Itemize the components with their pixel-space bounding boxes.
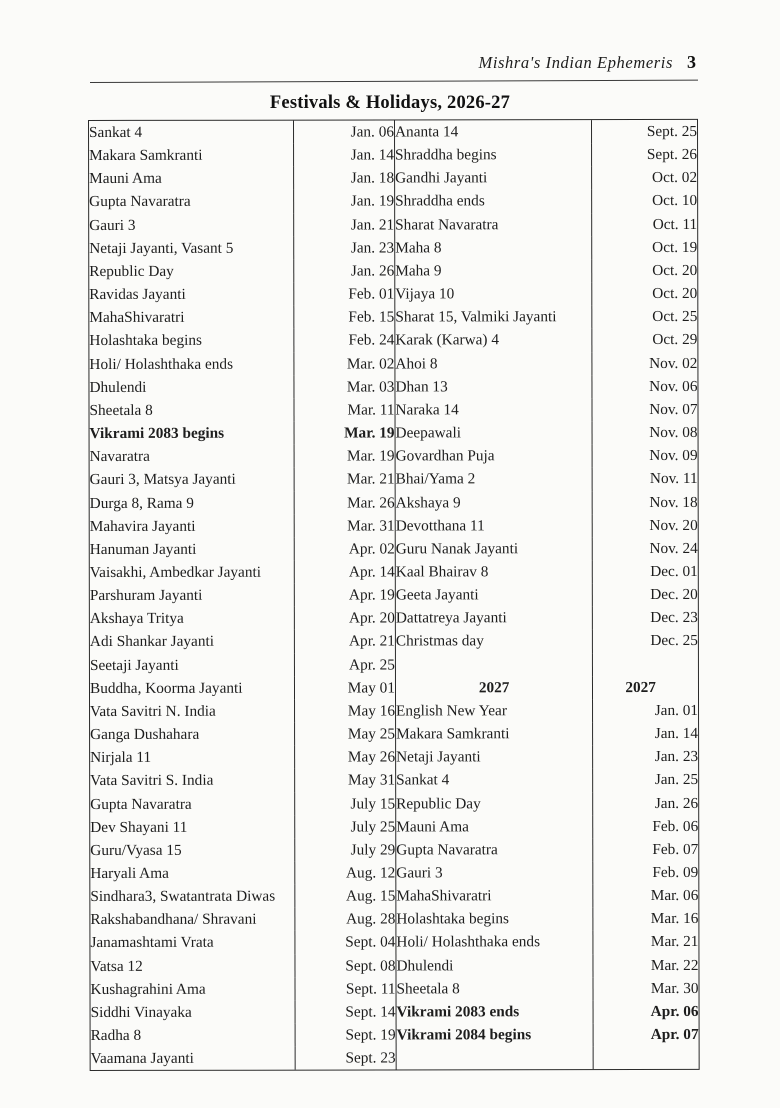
festival-name: Holi/ Holashthaka ends [89,352,293,376]
section-header-label: 2027 [395,676,592,700]
festival-name: Geeta Jayanti [395,583,592,607]
festival-date: Jan. 14 [654,724,699,743]
festival-date: May 31 [294,769,395,792]
festival-name: English New Year [395,699,592,723]
festival-date: May 25 [294,723,395,746]
festival-date: Mar. 03 [294,375,395,398]
table-row [90,676,698,700]
festival-date: Sept. 26 [646,146,698,164]
festival-name: Hanuman Jayanti [90,537,294,561]
table-row [89,213,697,237]
festival-date: July 29 [295,838,396,861]
table-row [89,120,697,144]
festival-date: Oct. 19 [652,238,698,256]
festival-date: Dec. 20 [650,586,698,604]
page-title: Festivals & Holidays, 2026-27 [269,93,511,113]
table-row [90,907,698,931]
festival-date: Apr. 25 [294,653,395,676]
festival-date: Mar. 19 [294,421,395,444]
table-row [89,259,697,283]
table-row [90,653,698,677]
festival-name: Karak (Karwa) 4 [395,329,592,353]
table-row [89,398,697,422]
festival-name: Bhai/Yama 2 [395,467,592,491]
festival-date: Jan. 23 [294,236,395,259]
festival-date: Mar. 30 [650,979,699,997]
festival-name: Maha 8 [395,236,592,260]
empty-cell [396,1046,593,1070]
festival-name: Radha 8 [91,1024,295,1048]
festival-name: Sankat 4 [396,768,593,792]
festival-date: Aug. 12 [295,861,396,884]
festival-date: Feb. 01 [294,283,395,306]
festival-name: Holashtaka begins [89,329,293,353]
festival-name: Sharat Navaratra [395,213,592,237]
festival-date: Mar. 06 [650,887,699,905]
festival-name: Durga 8, Rama 9 [90,491,294,515]
festival-name: Maha 9 [395,259,592,283]
table-row [90,977,698,1001]
table-row [90,537,698,561]
festival-name: Vikrami 2084 begins [396,1023,593,1047]
section-header-year: 2027 [625,678,656,696]
festival-name: Haryali Ama [90,862,294,886]
page-number: 3 [687,52,696,72]
festival-date: Feb. 06 [652,817,699,835]
festival-date: Jan. 06 [293,120,394,143]
festival-date: Sept. 25 [646,122,698,141]
table-row [90,884,698,908]
table-row [89,189,697,213]
festival-date: Jan. 18 [293,167,394,190]
empty-cell [395,653,592,677]
festival-date: Oct. 29 [652,331,698,349]
festival-date: Apr. 14 [294,560,395,583]
festival-date: Apr. 07 [650,1026,699,1044]
festival-date: Sept. 08 [295,954,396,977]
festival-name: Kushagrahini Ama [90,977,294,1001]
festival-name: Ahoi 8 [395,352,592,376]
festival-date: Sept. 14 [295,1000,396,1023]
festival-name: Akshaya Tritya [90,607,294,631]
festival-date: Mar. 22 [650,956,699,974]
festival-name: Devotthana 11 [395,514,592,538]
festival-name: Vaamana Jayanti [91,1047,295,1071]
festival-name: Makara Samkranti [89,144,293,168]
festival-date: Nov. 07 [649,400,698,418]
festival-date: Dec. 01 [650,562,698,580]
festival-name: Vatsa 12 [90,954,294,978]
festival-date: Apr. 21 [294,630,395,653]
table-row [90,560,698,584]
festival-date: Feb. 07 [652,840,699,858]
festival-name: Dhulendi [89,375,293,399]
festival-date: Mar. 31 [294,514,395,537]
festival-name: Akshaya 9 [395,491,592,515]
festival-date: Nov. 06 [649,377,698,395]
table-row [90,768,698,792]
festival-name: Gupta Navaratra [90,792,294,816]
festival-name: Holashtaka begins [396,907,593,931]
festival-date: Nov. 18 [649,493,698,511]
festival-date: Jan. 14 [293,144,394,167]
festival-date: July 15 [295,792,396,815]
table-row [89,166,697,190]
festival-date: Feb. 24 [294,329,395,352]
festival-name: Nirjala 11 [90,746,294,770]
festival-date: May 01 [294,676,395,699]
festival-name: Vijaya 10 [395,282,592,306]
festival-name: Mauni Ama [89,167,293,191]
festival-date: Oct. 10 [652,192,698,210]
table-row [89,328,697,352]
festival-name: Makara Samkranti [396,722,593,746]
festival-date: July 25 [295,815,396,838]
festival-name: Govardhan Puja [395,444,592,468]
table-row [90,791,698,815]
table-row [89,305,697,329]
festival-name: Dhulendi [396,954,593,978]
festival-name: Shraddha ends [395,190,592,214]
festival-date: Nov. 20 [649,516,698,534]
festival-name: Gauri 3 [89,213,293,237]
festival-name: Kaal Bhairav 8 [395,560,592,584]
festival-name: Vikrami 2083 begins [90,422,294,446]
festival-date: Nov. 11 [649,470,698,488]
festival-name: Gauri 3, Matsya Jayanti [90,468,294,492]
festival-name: Sheetala 8 [396,977,593,1001]
festival-name: Gauri 3 [396,861,593,885]
running-head [90,52,698,82]
festival-date: May 26 [294,746,395,769]
festival-date: Jan. 26 [294,259,395,282]
table-row [90,954,698,978]
festival-date: Apr. 19 [294,584,395,607]
table-row [90,699,698,723]
table-row [90,606,698,630]
table-row [91,1023,699,1047]
festival-date: Sept. 11 [295,977,396,1000]
table-row [89,236,697,260]
table-row [90,629,698,653]
table-row [90,745,698,769]
festival-name: Janamashtami Vrata [90,931,294,955]
festivals-table-body [89,120,699,1070]
festival-name: Parshuram Jayanti [90,584,294,608]
festival-name: Gandhi Jayanti [395,166,592,190]
festival-date: Sept. 19 [295,1024,396,1047]
festival-name: Holi/ Holashthaka ends [396,931,593,955]
festival-name: MahaShivaratri [89,306,293,330]
festival-date: Dec. 23 [650,609,698,627]
festival-name: Deepawali [395,421,592,445]
festival-name: Shraddha begins [395,143,592,167]
table-row [90,467,698,491]
table-row [90,583,698,607]
festival-date: Aug. 28 [295,908,396,931]
festival-date: Sept. 23 [295,1047,396,1070]
festival-date: Dec. 25 [650,632,698,650]
festival-name: Ravidas Jayanti [89,283,293,307]
festival-name: Rakshabandhana/ Shravani [90,908,294,932]
festival-date: Nov. 08 [649,423,698,442]
empty-cell [593,1046,698,1069]
festival-name: Vata Savitri N. India [90,700,294,724]
festival-name: Netaji Jayanti [396,745,593,769]
festival-date: Oct. 20 [652,261,698,279]
festival-date: Mar. 11 [294,398,395,421]
festival-name: Sharat 15, Valmiki Jayanti [395,305,592,329]
festival-name: Republic Day [396,792,593,816]
festival-name: Siddhi Vinayaka [91,1001,295,1025]
festival-date: Oct. 11 [652,215,698,233]
festival-name: Dhan 13 [395,375,592,399]
table-row [90,930,698,954]
festival-date: Apr. 02 [294,537,395,560]
festival-date: Mar. 19 [294,445,395,468]
festival-date: Mar. 26 [294,491,395,514]
table-row [91,1000,699,1024]
table-row [89,375,697,399]
festival-date: Mar. 16 [650,910,699,928]
festival-name: Sankat 4 [89,121,293,145]
festival-date: Jan. 26 [654,794,699,812]
festival-date: Feb. 09 [652,863,699,882]
festival-date: Oct. 25 [652,308,698,326]
festival-date: Mar. 02 [294,352,395,375]
festival-date: May 16 [294,699,395,722]
festivals-table [89,120,699,1070]
festival-date: Nov. 09 [649,447,698,465]
empty-cell [593,653,698,676]
table-row [90,421,698,445]
festival-name: Gupta Navaratra [396,838,593,862]
festival-name: Guru/Vyasa 15 [90,838,294,862]
festival-date: Feb. 15 [294,306,395,329]
table-row [91,1046,699,1070]
festival-date: Nov. 24 [649,539,698,557]
festival-name: Seetaji Jayanti [90,653,294,677]
festival-name: Christmas day [395,630,592,654]
festival-date: Jan. 23 [654,748,699,766]
festival-name: Vaisakhi, Ambedkar Jayanti [90,561,294,585]
table-row [90,514,698,538]
festival-date: Jan. 01 [654,701,699,719]
festival-date: Jan. 19 [293,190,394,213]
festival-name: Buddha, Koorma Jayanti [90,676,294,700]
festival-date: Aug. 15 [295,885,396,908]
festival-name: Netaji Jayanti, Vasant 5 [89,236,293,260]
festival-date: Jan. 21 [293,213,394,236]
festival-name: Gupta Navaratra [89,190,293,214]
festival-date: Nov. 02 [649,354,698,372]
festival-name: Guru Nanak Jayanti [395,537,592,561]
table-row [90,722,698,746]
festivals-table-container [88,119,700,1071]
book-title: Mishra's Indian Ephemeris [478,53,673,72]
table-row [90,490,698,514]
festival-name: Sheetala 8 [89,399,293,423]
festival-name: Mauni Ama [396,815,593,839]
table-row [89,143,697,167]
table-row [90,815,698,839]
table-row [89,351,697,375]
festival-name: Ganga Dushahara [90,723,294,747]
festival-date: Apr. 20 [294,607,395,630]
festival-name: Vata Savitri S. India [90,769,294,793]
festival-name: Republic Day [89,260,293,284]
festival-name: Adi Shankar Jayanti [90,630,294,654]
festival-date: Oct. 02 [652,169,698,187]
festival-name: Ananta 14 [394,120,591,144]
festival-name: Navaratra [90,445,294,469]
festival-name: Dattatreya Jayanti [395,606,592,630]
festival-name: Dev Shayani 11 [90,815,294,839]
festival-date: Mar. 21 [294,468,395,491]
table-row [90,444,698,468]
festival-date: Jan. 25 [654,771,699,789]
festival-name: Naraka 14 [395,398,592,422]
table-row [89,282,697,306]
festival-name: Sindhara3, Swatantrata Diwas [90,885,294,909]
table-row [90,861,698,885]
festival-date: Sept. 04 [295,931,396,954]
festival-date: Oct. 20 [652,285,698,303]
festival-name: Mahavira Jayanti [90,514,294,538]
table-row [90,838,698,862]
festival-date: Apr. 06 [650,1002,699,1020]
festival-name: Vikrami 2083 ends [396,1000,593,1024]
festival-date: Mar. 21 [650,933,699,951]
festival-name: MahaShivaratri [396,884,593,908]
